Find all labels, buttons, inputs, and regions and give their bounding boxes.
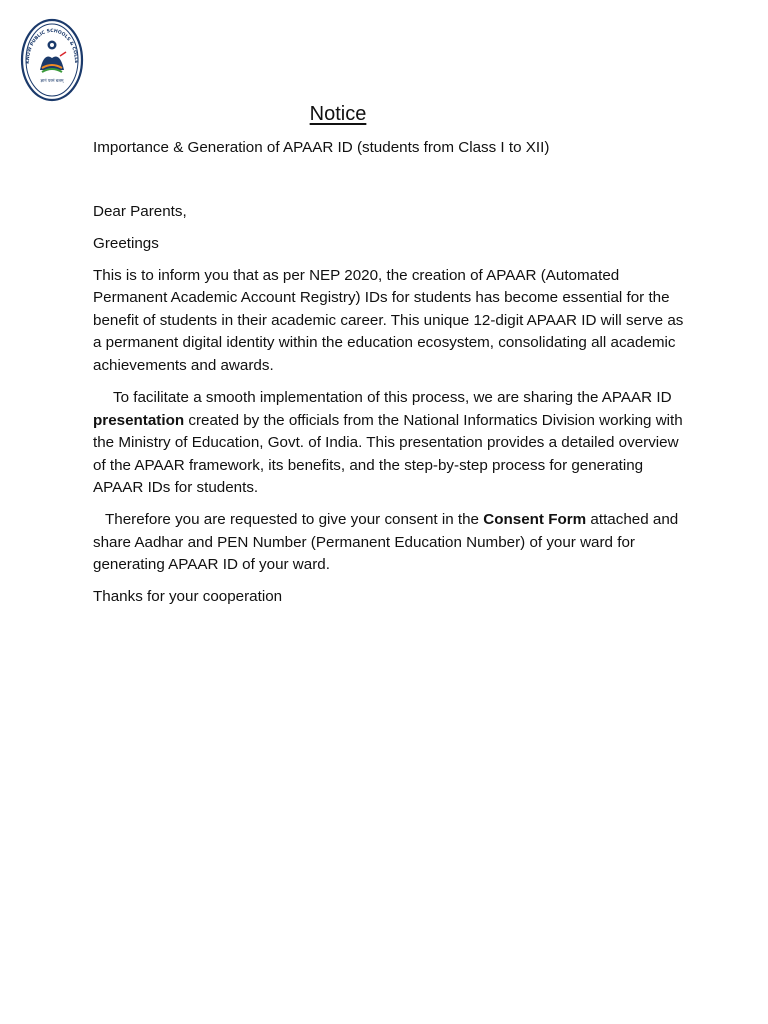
- closing: Thanks for your cooperation: [93, 588, 283, 606]
- bold-consent-form: Consent Form: [483, 511, 587, 529]
- notice-subject: Importance & Generation of APAAR ID (students from Class I to XII): [93, 139, 550, 156]
- paragraph-presentation: To facilitate a smooth implementation of this process, we are sharing the APAAR ID presentation created by the officials from the National Informatics Division working with the Ministry of Education, Govt. of India. This presentation provides a detailed overview of the APAAR framework, its benefits, and the step-by-step process for generating APAAR IDs for students.: [93, 388, 683, 497]
- salutation: Dear Parents,: [93, 202, 187, 220]
- bold-presentation: presentation: [93, 411, 185, 429]
- greeting: Greetings: [93, 234, 159, 252]
- notice-body: [93, 137, 693, 618]
- school-logo: [20, 18, 84, 102]
- paragraph-consent: Therefore you are requested to give your consent in the Consent Form attached and share Aadhar and PEN Number (Permanent Education Number) of your ward for generating APAAR ID of your ward.: [93, 511, 679, 574]
- logo-arc-text: KNOW PUBLIC SCHOOLS & COLLE: [25, 28, 79, 64]
- notice-title: Notice: [309, 103, 367, 125]
- logo-motto: ज्ञानं परमं बलम्: [40, 78, 64, 83]
- paragraph-nep: This is to inform you that as per NEP 2020, the creation of APAAR (Automated Permanent Academic Account Registry) IDs for students has become essential for the benefit of students in their academic career. This unique 12-digit APAAR ID will serve as a permanent digital identity within the education ecosystem, consolidating all academic achievements and awards.: [93, 266, 684, 374]
